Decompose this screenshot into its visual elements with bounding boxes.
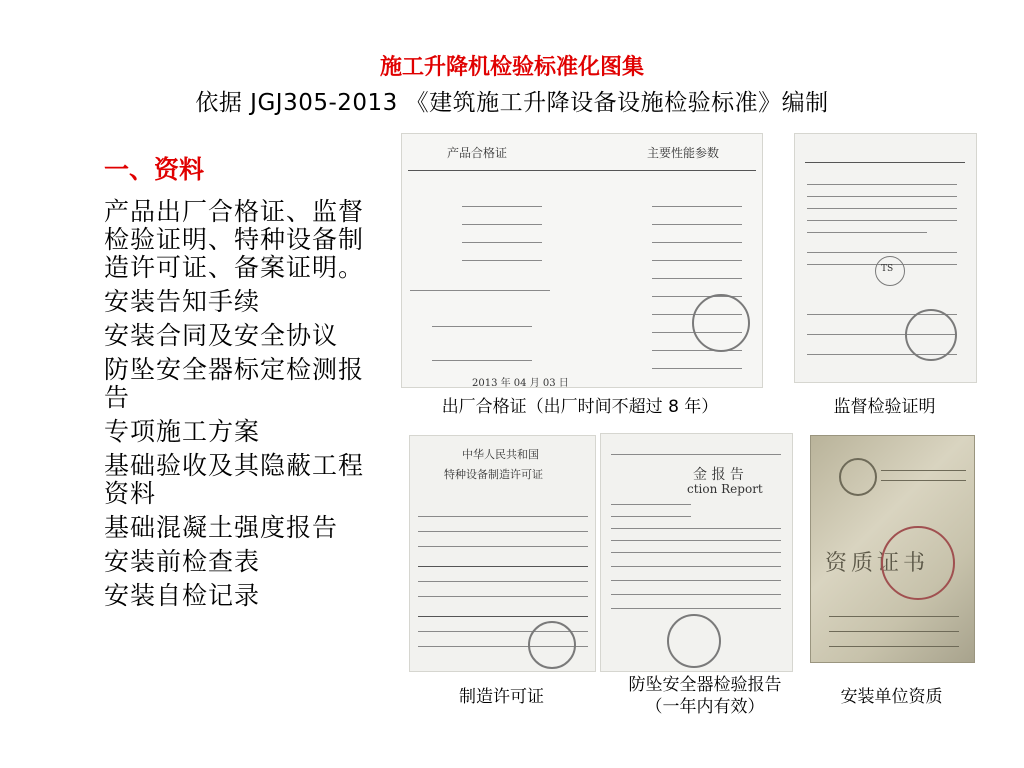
- doc-title-left: 产品合格证: [447, 146, 508, 160]
- list-item: 基础验收及其隐蔽工程资料: [104, 451, 365, 508]
- list-item: 防坠安全器标定检测报告: [104, 355, 365, 412]
- list-item: 安装告知手续: [104, 287, 261, 316]
- list-item: 基础混凝土强度报告: [104, 513, 339, 542]
- qualification-caption: 安装单位资质: [840, 687, 943, 707]
- doc-title-right: 主要性能参数: [647, 146, 720, 160]
- report-caption-line1: 防坠安全器检验报告: [628, 675, 782, 695]
- doc-date: 2013 年 04 月 03 日: [472, 378, 569, 388]
- list-item: 专项施工方案: [104, 417, 261, 446]
- product-certificate-image: [401, 133, 763, 388]
- seal-stamp: [692, 294, 750, 352]
- certificate-caption: 出厂合格证（出厂时间不超过 8 年）: [441, 397, 719, 417]
- materials-section: [104, 150, 374, 616]
- report-caption-line2: （一年内有效）: [645, 697, 765, 717]
- supervision-certificate-image: [794, 133, 977, 383]
- safety-device-report-image: [600, 433, 793, 672]
- seal-stamp: [905, 309, 957, 361]
- list-item: 安装合同及安全协议: [104, 321, 339, 350]
- seal-stamp: [881, 526, 955, 600]
- section-heading: 一、资料: [104, 155, 205, 184]
- qualification-seal-text: 资质证书: [825, 551, 930, 576]
- qualification-certificate-image: [810, 435, 975, 663]
- seal-stamp: [528, 621, 576, 669]
- license-caption: 制造许可证: [459, 687, 544, 707]
- license-line2: 特种设备制造许可证: [444, 468, 543, 481]
- report-caption: [600, 674, 810, 718]
- report-heading-en: ction Report: [687, 482, 763, 496]
- list-item: 产品出厂合格证、监督检验证明、特种设备制造许可证、备案证明。: [104, 197, 365, 282]
- seal-stamp: [667, 614, 721, 668]
- page-title: 施工升降机检验标准化图集: [379, 55, 644, 80]
- page-subtitle: 依据 JGJ305-2013 《建筑施工升降设备设施检验标准》编制: [195, 90, 829, 116]
- ts-badge: TS: [881, 264, 894, 274]
- supervision-caption: 监督检验证明: [833, 397, 936, 417]
- license-line1: 中华人民共和国: [462, 448, 539, 461]
- list-item: 安装自检记录: [104, 581, 261, 610]
- list-item: 安装前检查表: [104, 547, 261, 576]
- emblem-icon: [839, 458, 877, 496]
- manufacturing-license-image: [409, 435, 596, 672]
- report-heading: 金 报 告: [693, 467, 744, 483]
